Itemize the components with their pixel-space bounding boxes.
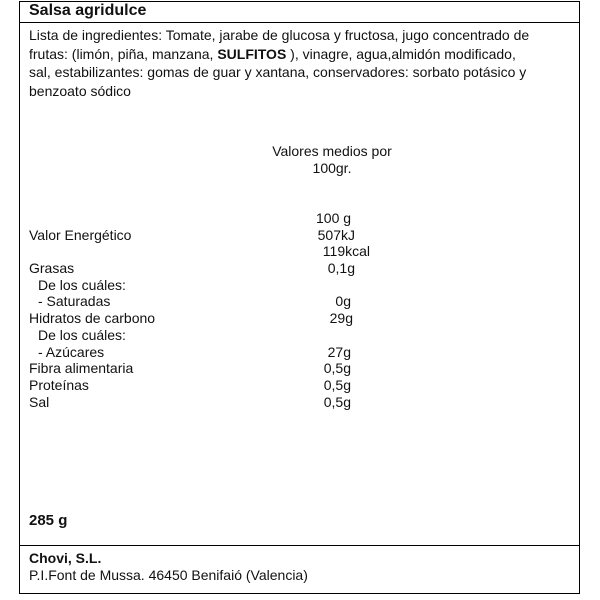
nutrition-row-label — [29, 344, 104, 361]
nutrition-row-value: 0,5g — [323, 394, 351, 410]
nutrition-row-label: Grasas — [29, 260, 75, 276]
nutrition-row-value: 0,5g — [323, 360, 351, 376]
ingredients-line-2 — [29, 45, 574, 64]
nutrition-row-value: 507kJ — [317, 227, 355, 243]
nutrition-row-label: Hidratos de carbono — [29, 310, 156, 326]
product-title: Salsa agridulce — [29, 2, 147, 19]
ingredients-list — [29, 26, 574, 100]
nutrition-row-value: 27g — [327, 344, 351, 360]
nutrition-unit-label: 100 g — [316, 210, 352, 226]
nutrition-row-label: Valor Energético — [29, 227, 132, 243]
nutrition-row-label — [29, 293, 110, 310]
allergen-highlight: SULFITOS — [217, 45, 287, 62]
nutrition-row-value: 119kcal — [322, 243, 370, 259]
ingredients-line-2b: ), vinagre, agua,almidón modificado, — [286, 45, 516, 62]
nutrition-row-label — [29, 327, 126, 344]
nutrition-row-value: 0,1g — [327, 260, 355, 276]
ingredients-line-4: benzoato sódico — [29, 82, 131, 99]
nutrition-row-value: 0g — [335, 293, 351, 309]
nutrition-row-label-text: De los cuáles: — [38, 277, 126, 293]
ingredients-line-2a: frutas: (limón, piña, manzana, — [29, 45, 218, 62]
ingredients-line-3: sal, estabilizantes: gomas de guar y xantana, conservadores: sorbato potásico y — [29, 64, 527, 80]
nutrition-row-label-text: De los cuáles: — [38, 327, 126, 343]
title-divider — [19, 22, 580, 23]
nutrition-row-label: Proteínas — [29, 377, 89, 393]
nutrition-row-value: 29g — [329, 310, 353, 326]
nutrition-row-label — [29, 277, 126, 294]
footer-divider — [19, 545, 580, 546]
nutrition-header-line-2: 100gr. — [312, 160, 352, 176]
company-name: Chovi, S.L. — [29, 550, 102, 566]
nutrition-row-label: Fibra alimentaria — [29, 360, 134, 376]
nutrition-row-label-text: - Azúcares — [38, 344, 105, 360]
company-address: P.I.Font de Mussa. 46450 Benifaió (Valencia) — [29, 567, 308, 583]
nutrition-header-line-1: Valores medios por — [272, 143, 392, 159]
nutrition-row-label-text: - Saturadas — [38, 293, 111, 309]
ingredients-line-1: Lista de ingredientes: Tomate, jarabe de glucosa y fructosa, jugo concentrado de — [29, 27, 530, 43]
nutrition-row-value: 0,5g — [323, 377, 351, 393]
nutrition-row-label: Sal — [29, 394, 50, 410]
net-weight: 285 g — [29, 512, 68, 529]
